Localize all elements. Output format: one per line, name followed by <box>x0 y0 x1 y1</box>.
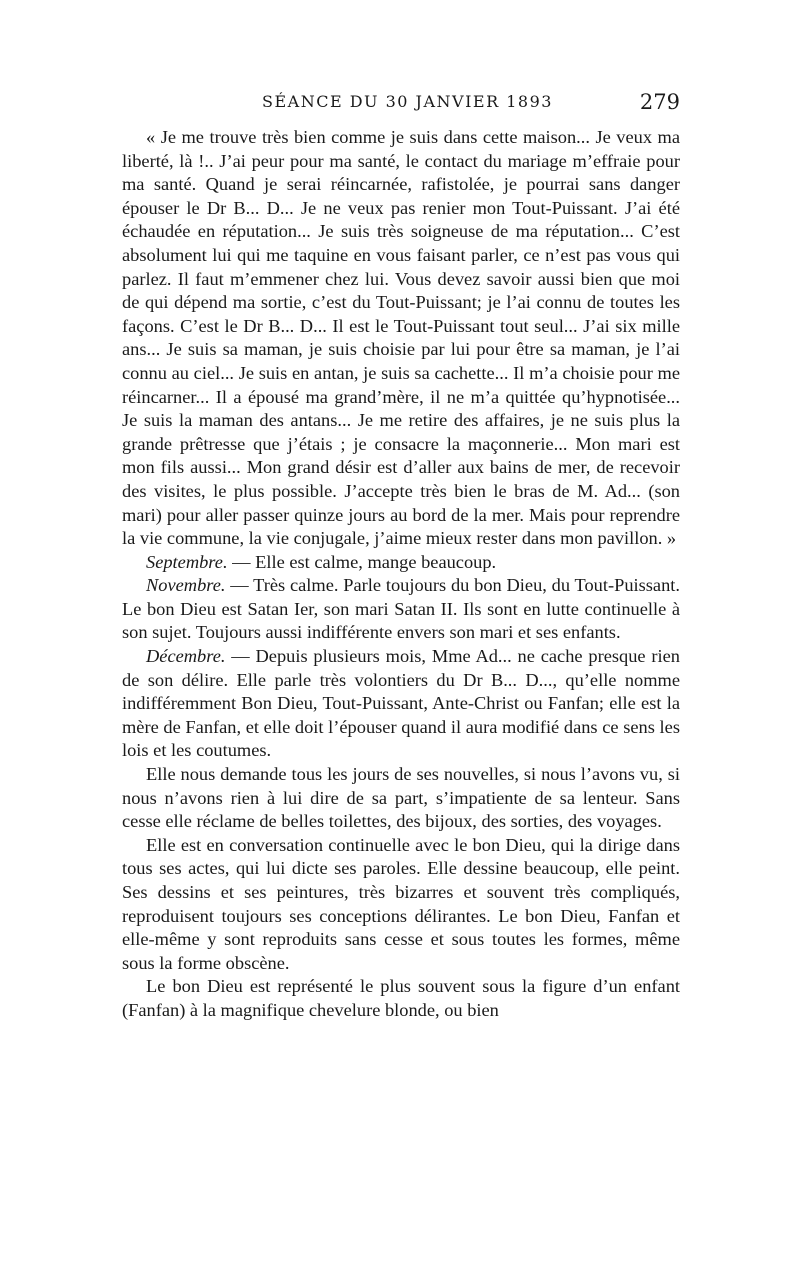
paragraph-lead: Septembre. <box>146 551 228 572</box>
body-text <box>122 126 680 1023</box>
paragraph-lead: Décembre. <box>146 646 226 667</box>
paragraph-figure <box>122 975 680 1022</box>
paragraph-text: « Je me trouve très bien comme je suis dans cette maison... Je veux ma liberté, là !.. J’ai peur pour ma santé, le contact du mariage m’effraie pour ma santé. Quand je serai réincarnée, rafistolée, je pourrai sans danger épouser le Dr B... D... Je ne veux pas renier mon Tout-Puissant. J’ai été échaudée en réputation... Je suis très soigneuse de ma réputation... C’est absolument lui qui me taquine en vous faisant parler, ce n’est pas vous qui parlez. Il faut m’emmener chez lui. Vous devez savoir aussi bien que moi de qui dépend ma sortie, c’est du Tout-Puissant; je l’ai connu de toutes les façons. C’est le Dr B... D... Il est le Tout-Puissant tout seul... J’ai six mille ans... Je suis sa maman, je suis choisie par lui pour être sa maman, je l’ai connu au ciel... Je suis en antan, je suis sa cachette... Il m’a choisie pour me réincarner... Il a épousé ma grand’mère, il ne m’a quittée qu’hypnotisée... Je suis la maman des antans... Je me retire des affaires, je ne suis plus la grande prêtresse que j’étais ; je consacre la maçonnerie... Mon mari est mon fils aussi... Mon grand désir est d’aller aux bains de mer, de recevoir des visites, le plus possible. J’accepte très bien le bras de M. Ad... (son mari) pour aller passer quinze jours au bord de la mer. Mais pour reprendre la vie commune, la vie conjugale, j’aime mieux rester dans mon pavillon. » <box>122 127 680 549</box>
paragraph-text: — Elle est calme, mange beaucoup. <box>227 551 497 572</box>
paragraph-novembre <box>122 574 680 645</box>
paragraph-text: Le bon Dieu est représenté le plus souvent sous la figure d’un enfant (Fanfan) à la magnifique chevelure blonde, ou bien <box>122 976 680 1020</box>
paragraph-lead: Novembre. <box>146 575 226 596</box>
paragraph-text: Elle est en conversation continuelle avec le bon Dieu, qui la dirige dans tous ses actes, qui lui dicte ses paroles. Elle dessine beaucoup, elle peint. Ses dessins et ses peintures, très bizarres et souvent très compliqués, reproduisent toujours ses conceptions délirantes. Le bon Dieu, Fanfan et elle-même y sont reproduits sans cesse et sous toutes les formes, même sous la forme obscène. <box>122 834 680 973</box>
page-number: 279 <box>639 90 680 114</box>
page-header <box>122 92 680 120</box>
paragraph-septembre <box>122 551 680 575</box>
paragraph-text: — Depuis plusieurs mois, Mme Ad... ne cache presque rien de son délire. Elle parle très volontiers du Dr B... D..., qu’elle nomme indifféremment Bon Dieu, Tout-Puissant, Ante-Christ ou Fanfan; elle est la mère de Fanfan, et elle doit l’épouser quand il aura modifié dans ce sens les lois et les coutumes. <box>122 646 680 761</box>
paragraph-quote <box>122 126 680 551</box>
paragraph-nouvelles <box>122 763 680 834</box>
paragraph-text: — Très calme. Parle toujours du bon Dieu, du Tout-Puissant. Le bon Dieu est Satan Ier, son mari Satan II. Ils sont en lutte continuelle à son sujet. Toujours aussi indifférente envers son mari et ses enfants. <box>122 575 680 643</box>
paragraph-conversation <box>122 834 680 976</box>
paragraph-text: Elle nous demande tous les jours de ses nouvelles, si nous l’avons vu, si nous n’avons rien à lui dire de sa part, s’impatiente de sa lenteur. Sans cesse elle réclame de belles toilettes, des bijoux, des sorties, des voyages. <box>122 764 680 832</box>
paragraph-decembre <box>122 645 680 763</box>
running-head: SÉANCE DU 30 JANVIER 1893 <box>262 92 553 111</box>
